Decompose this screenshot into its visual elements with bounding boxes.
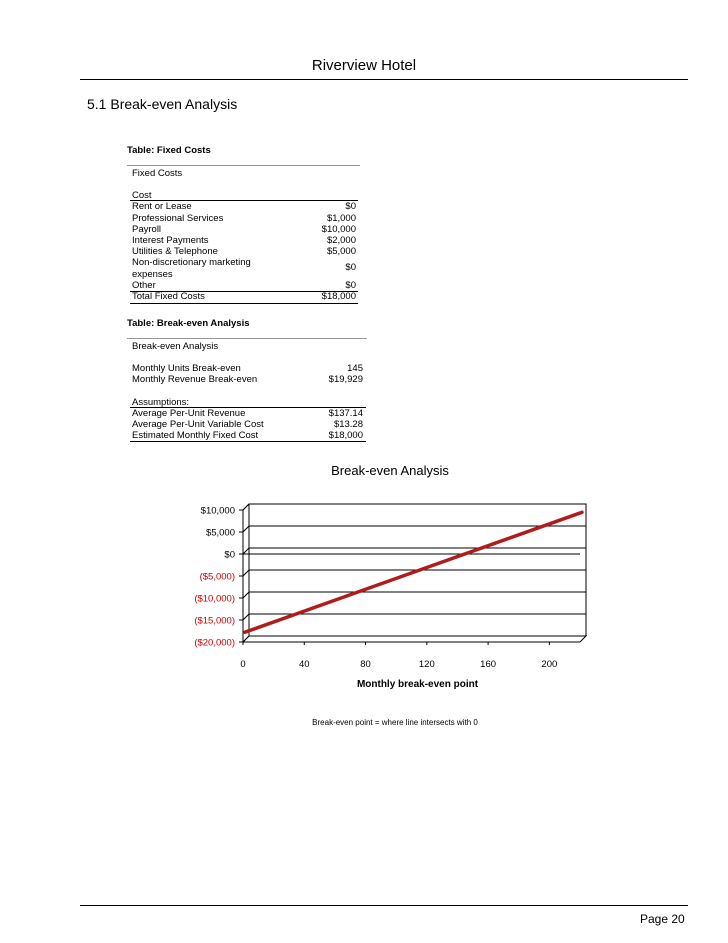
assumption-row xyxy=(132,419,363,430)
fixed-cost-label: Rent or Lease xyxy=(132,201,192,213)
fixed-cost-value: $2,000 xyxy=(326,235,356,247)
y-tick-label: $5,000 xyxy=(205,527,235,539)
y-tick-label: ($5,000) xyxy=(199,571,235,583)
footer-rule xyxy=(80,905,688,906)
assumption-label: Estimated Monthly Fixed Cost xyxy=(132,430,259,442)
page-number: Page 20 xyxy=(640,912,685,926)
breakeven-chart xyxy=(0,490,728,700)
fixed-cost-value: $1,000 xyxy=(326,212,356,224)
fixed-cost-row xyxy=(132,201,356,212)
x-tick-label: 40 xyxy=(298,659,310,670)
fixed-costs-caption: Table: Fixed Costs xyxy=(127,145,211,156)
assumption-value: $137.14 xyxy=(328,407,363,419)
assumptions-rule xyxy=(130,407,366,408)
fixed-cost-label: Other xyxy=(132,279,156,291)
fixed-cost-label-cont: expenses xyxy=(132,268,173,280)
fixed-cost-row xyxy=(132,280,356,291)
chart-floor xyxy=(243,636,586,642)
fixed-costs-table xyxy=(132,168,356,302)
x-tick-label: 0 xyxy=(240,659,246,670)
fixed-cost-value: $0 xyxy=(345,279,356,291)
assumption-label: Average Per-Unit Revenue xyxy=(132,407,246,419)
fixed-cost-label: Interest Payments xyxy=(132,235,209,247)
fixed-costs-total-row xyxy=(132,291,356,302)
x-tick-label: 160 xyxy=(480,659,497,670)
assumption-row xyxy=(132,430,363,441)
fixed-cost-label: Payroll xyxy=(132,223,162,235)
breakeven-caption: Table: Break-even Analysis xyxy=(127,318,250,329)
fixed-costs-header-rule xyxy=(130,200,358,201)
assumption-row xyxy=(132,408,363,419)
chart-title: Break-even Analysis xyxy=(331,463,449,478)
x-tick-label: 120 xyxy=(418,659,435,670)
gridline-y xyxy=(243,592,586,598)
y-tick-label: $10,000 xyxy=(200,505,235,517)
assumption-value: $13.28 xyxy=(333,419,363,431)
assumptions-heading: Assumptions: xyxy=(132,396,190,408)
fixed-costs-bottom-rule xyxy=(130,303,358,304)
x-axis-label: Monthly break-even point xyxy=(356,679,479,690)
fixed-cost-label: Utilities & Telephone xyxy=(132,246,218,258)
y-tick-label: ($10,000) xyxy=(194,593,235,605)
breakeven-top-rule xyxy=(127,338,367,339)
breakeven-value: 145 xyxy=(347,363,363,375)
header-rule xyxy=(80,79,688,80)
fixed-cost-row xyxy=(132,235,356,246)
breakeven-row xyxy=(132,374,363,385)
breakeven-bottom-rule xyxy=(130,441,366,442)
fixed-cost-row xyxy=(132,213,356,224)
x-tick-label: 200 xyxy=(541,659,558,670)
fixed-costs-total-value: $18,000 xyxy=(321,291,356,303)
assumption-value: $18,000 xyxy=(328,430,363,442)
fixed-costs-total-rule xyxy=(130,291,358,292)
breakeven-heading: Break-even Analysis xyxy=(132,341,219,352)
gridline-y xyxy=(243,548,586,554)
x-tick-label: 80 xyxy=(360,659,371,670)
breakeven-label: Monthly Units Break-even xyxy=(132,363,241,375)
assumption-label: Average Per-Unit Variable Cost xyxy=(132,419,264,431)
breakeven-label: Monthly Revenue Break-even xyxy=(132,374,258,386)
fixed-cost-row xyxy=(132,257,356,279)
fixed-cost-row xyxy=(132,246,356,257)
fixed-cost-value: $0 xyxy=(345,201,356,213)
chart-note: Break-even point = where line intersects with 0 xyxy=(312,718,478,727)
y-tick-label: ($20,000) xyxy=(194,637,235,649)
y-tick-label: ($15,000) xyxy=(194,615,235,627)
fixed-costs-top-rule xyxy=(127,165,360,166)
breakeven-table xyxy=(132,341,363,441)
fixed-costs-heading: Fixed Costs xyxy=(132,168,183,179)
fixed-cost-label: Non-discretionary marketing xyxy=(132,257,251,269)
fixed-cost-value: $0 xyxy=(345,262,356,274)
gridline-y xyxy=(243,636,586,642)
section-title: 5.1 Break-even Analysis xyxy=(87,96,238,112)
fixed-costs-total-label: Total Fixed Costs xyxy=(132,291,205,303)
breakeven-value: $19,929 xyxy=(328,374,363,386)
fixed-cost-row xyxy=(132,224,356,235)
fixed-cost-value: $10,000 xyxy=(321,223,356,235)
fixed-costs-subheading: Cost xyxy=(132,190,152,202)
fixed-cost-label: Professional Services xyxy=(132,212,224,224)
fixed-cost-value: $5,000 xyxy=(326,246,356,258)
gridline-y xyxy=(243,504,586,510)
document-header-title: Riverview Hotel xyxy=(311,57,417,74)
y-tick-label: $0 xyxy=(224,549,235,561)
breakeven-row xyxy=(132,363,363,374)
